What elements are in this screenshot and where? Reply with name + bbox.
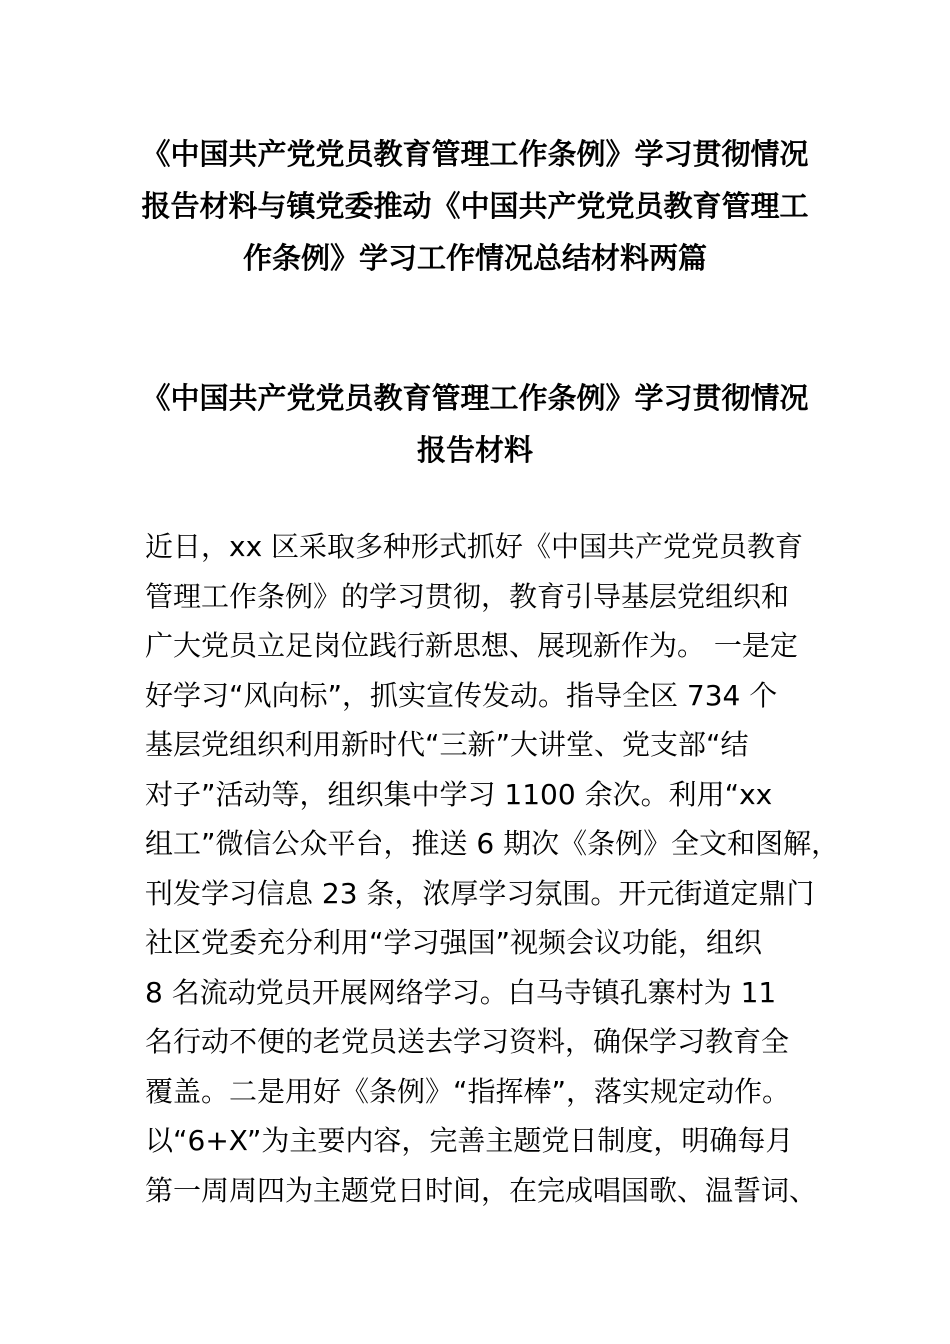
body-line: 刊发学习信息 23 条，浓厚学习氛围。开元街道定鼎门: [145, 876, 815, 910]
body-line: 组工”微信公众平台，推送 6 期次《条例》全文和图解，: [145, 827, 840, 860]
section-title-line: 报告材料: [416, 433, 533, 467]
body-paragraph: [145, 522, 840, 1215]
section-title-line: 《中国共产党党员教育管理工作条例》学习贯彻情况: [141, 381, 809, 415]
body-line: 名行动不便的老党员送去学习资料，确保学习教育全: [145, 1025, 790, 1058]
body-line: 覆盖。二是用好《条例》“指挥棒”，落实规定动作。: [145, 1074, 791, 1108]
body-line: 近日，xx 区采取多种形式抓好《中国共产党党员教育: [145, 530, 804, 563]
document-title: [130, 128, 820, 284]
body-line: 社区党委充分利用“学习强国”视频会议功能，组织: [145, 926, 763, 959]
body-line: 管理工作条例》的学习贯彻，教育引导基层党组织和: [145, 579, 790, 613]
section-title: [130, 372, 820, 476]
body-line: 8 名流动党员开展网络学习。白马寺镇孔寨村为 11: [145, 975, 777, 1009]
body-line: 好学习“风向标”，抓实宣传发动。指导全区 734 个: [145, 678, 778, 712]
document-title-line: 《中国共产党党员教育管理工作条例》学习贯彻情况: [141, 137, 809, 171]
document-title-line: 报告材料与镇党委推动《中国共产党党员教育管理工: [141, 189, 809, 223]
body-line: 对子”活动等，组织集中学习 1100 余次。利用“xx: [145, 777, 773, 811]
body-line: 以“6+X”为主要内容，完善主题党日制度，明确每月: [145, 1124, 794, 1157]
body-line: 基层党组织利用新时代“三新”大讲堂、党支部“结: [145, 728, 749, 761]
body-line: 第一周周四为主题党日时间，在完成唱国歌、温誓词、: [145, 1173, 818, 1207]
body-line: 广大党员立足岗位践行新思想、展现新作为。 一是定: [145, 629, 798, 662]
document-title-line: 作条例》学习工作情况总结材料两篇: [242, 241, 707, 275]
